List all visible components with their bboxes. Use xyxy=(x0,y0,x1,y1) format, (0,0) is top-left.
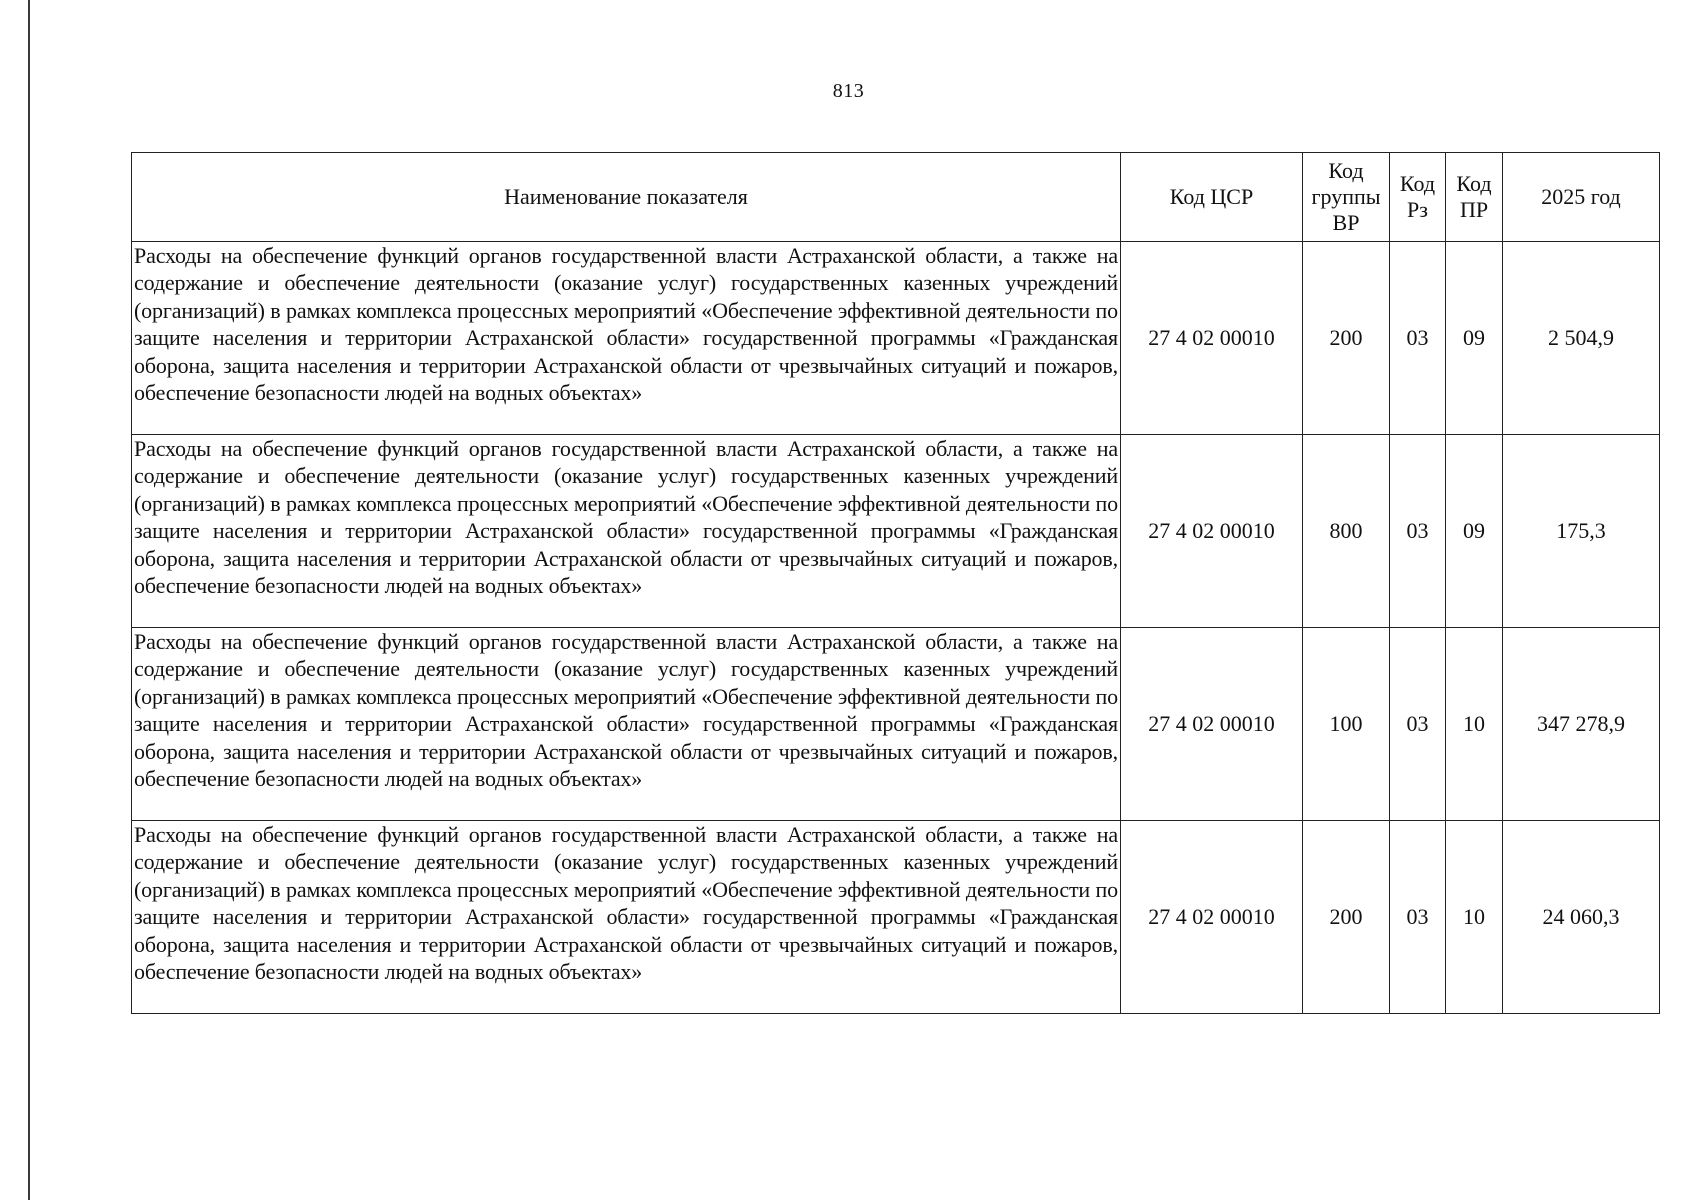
row-pr-cell: 09 xyxy=(1446,435,1503,628)
row-name-cell: Расходы на обеспечение функций органов государственной власти Астраханской области, а также на содержание и обеспечение деятельности (оказание услуг) государственных казенных учреждений (организаций) в рамках комплекса процессных мероприятий «Обеспечение эффективной деятельности по защите населения и территории Астраханской области» государственной программы «Гражданская оборона, защита населения и территории Астраханской области от чрезвычайных ситуаций и пожаров, обеспечение безопасности людей на водных объектах» xyxy=(132,821,1121,1014)
row-csr-cell: 27 4 02 00010 xyxy=(1121,821,1303,1014)
row-rz-cell: 03 xyxy=(1390,628,1446,821)
row-amount-cell: 175,3 xyxy=(1503,435,1660,628)
row-name-cell: Расходы на обеспечение функций органов государственной власти Астраханской области, а также на содержание и обеспечение деятельности (оказание услуг) государственных казенных учреждений (организаций) в рамках комплекса процессных мероприятий «Обеспечение эффективной деятельности по защите населения и территории Астраханской области» государственной программы «Гражданская оборона, защита населения и территории Астраханской области от чрезвычайных ситуаций и пожаров, обеспечение безопасности людей на водных объектах» xyxy=(132,435,1121,628)
header-pr-code: Код ПР xyxy=(1446,153,1503,242)
row-vr-cell: 100 xyxy=(1303,628,1390,821)
row-vr-cell: 200 xyxy=(1303,821,1390,1014)
row-csr-cell: 27 4 02 00010 xyxy=(1121,628,1303,821)
table-row xyxy=(132,821,1660,1014)
header-name: Наименование показателя xyxy=(132,153,1121,242)
row-amount-cell: 24 060,3 xyxy=(1503,821,1660,1014)
header-row xyxy=(132,153,1660,242)
header-rz-code: Код Рз xyxy=(1390,153,1446,242)
row-amount-cell: 2 504,9 xyxy=(1503,242,1660,435)
row-rz-cell: 03 xyxy=(1390,242,1446,435)
header-csr-code: Код ЦСР xyxy=(1121,153,1303,242)
row-pr-cell: 10 xyxy=(1446,821,1503,1014)
table-row xyxy=(132,242,1660,435)
row-csr-cell: 27 4 02 00010 xyxy=(1121,435,1303,628)
row-pr-cell: 10 xyxy=(1446,628,1503,821)
page-number: 813 xyxy=(832,80,865,102)
row-rz-cell: 03 xyxy=(1390,821,1446,1014)
scan-edge-line xyxy=(28,0,30,1200)
table-row xyxy=(132,628,1660,821)
header-vr-code: Код группы ВР xyxy=(1303,153,1390,242)
table-row xyxy=(132,435,1660,628)
row-name-cell: Расходы на обеспечение функций органов государственной власти Астраханской области, а также на содержание и обеспечение деятельности (оказание услуг) государственных казенных учреждений (организаций) в рамках комплекса процессных мероприятий «Обеспечение эффективной деятельности по защите населения и территории Астраханской области» государственной программы «Гражданская оборона, защита населения и территории Астраханской области от чрезвычайных ситуаций и пожаров, обеспечение безопасности людей на водных объектах» xyxy=(132,242,1121,435)
row-vr-cell: 800 xyxy=(1303,435,1390,628)
row-name-cell: Расходы на обеспечение функций органов государственной власти Астраханской области, а также на содержание и обеспечение деятельности (оказание услуг) государственных казенных учреждений (организаций) в рамках комплекса процессных мероприятий «Обеспечение эффективной деятельности по защите населения и территории Астраханской области» государственной программы «Гражданская оборона, защита населения и территории Астраханской области от чрезвычайных ситуаций и пожаров, обеспечение безопасности людей на водных объектах» xyxy=(132,628,1121,821)
row-vr-cell: 200 xyxy=(1303,242,1390,435)
budget-table xyxy=(131,152,1660,1014)
row-pr-cell: 09 xyxy=(1446,242,1503,435)
row-amount-cell: 347 278,9 xyxy=(1503,628,1660,821)
row-rz-cell: 03 xyxy=(1390,435,1446,628)
row-csr-cell: 27 4 02 00010 xyxy=(1121,242,1303,435)
header-year-2025: 2025 год xyxy=(1503,153,1660,242)
